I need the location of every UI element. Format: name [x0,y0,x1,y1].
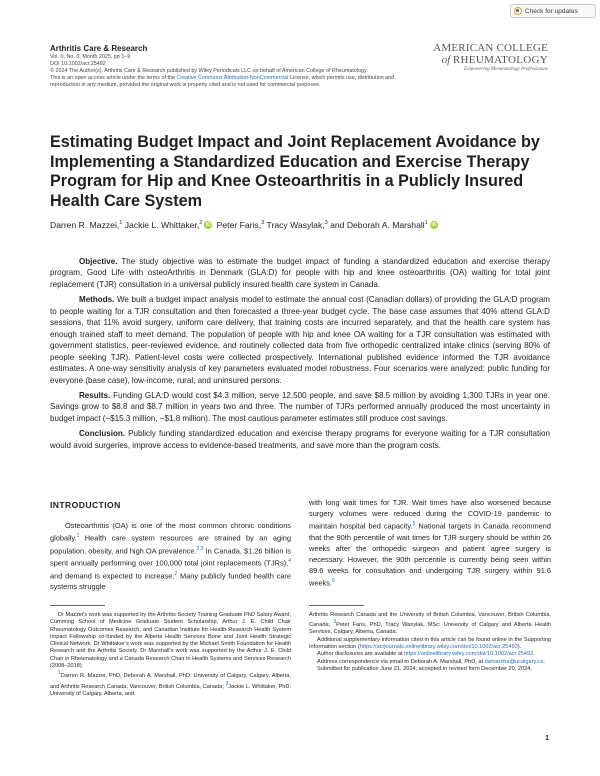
author: Darren R. Mazzei,$^1$ [50,220,123,230]
license-line-2: reproduction in any medium, provided the original work is properly cited and is not used for commercial purposes. [50,82,321,88]
abstract-objective: Objective. The study objective was to estimate the budget impact of funding a standardized education and exercise therapy program, Good Life with osteoArthritis in Denmark (GLA:D) for people with hip and knee osteoarthritis (OA) waiting for total joint replacement (TJR) consultation in a universal publicly insured health care system in Canada. [50,257,550,289]
check-for-updates-button[interactable] [510,4,596,18]
acr-logo: AMERICAN COLLEGE of RHEUMATOLOGY Empowering Rheumatology Professionals [433,42,548,72]
license-line: This is an open access article under the terms of the Creative Commons Attribution-NonCommercial License, which permits use, distribution and [50,75,395,81]
abstract-results: Results. Funding GLA:D would cost $4.3 million, serve 12,500 people, and save $8.5 million by avoiding 1,300 TJRs in year one. Savings grow to $8.8 and $8.7 million in years two and three. The number of TJRs performed annually produced the most uncertainty in budget impact (−$15.3 million, −$1.8 million). The most cautious parameter estimates still produce cost savings. [50,390,550,423]
correspondence-email-link[interactable]: damarsha@ucalgary.ca [484,658,544,665]
journal-volume: Vol. 0, No. 0, Month 2025, pp 1–9 [50,54,131,60]
crossmark-icon [514,7,522,15]
citation-link[interactable]: 4 [288,558,291,565]
author: and Deborah A. Marshall$^1$ [330,220,428,230]
intro-left-column: Osteoarthritis (OA) is one of the most common chronic conditions globally.$^1$ Health care system resources are strained by an aging population, obesity, and high OA prevalence.$^{2,3}$ In Canada, $1.26 billion is spent annually performing over 100,000 total joint replacements (TJRs),$^4$ and demand is expected to increase.$^2$ Many publicly funded health care systems struggle [50,521,292,592]
author-list [50,220,440,230]
license-link[interactable]: Creative Commons Attribution-NonCommercial [176,75,289,81]
author: Peter Faris,$^3$ [216,220,265,230]
citation-link[interactable]: 1 [76,533,80,540]
journal-doi: DOI 10.1002/acr.25492 [50,61,106,67]
citation-link[interactable]: 5 [412,521,416,528]
disclosures-link[interactable]: https://onlinelibrary.wiley.com/doi/10.1002/acr.25492 [404,651,534,658]
intro-right-column: with long wait times for TJR. Wait times have also worsened because surgery volumes were reduced during the COVID-19 pandemic to maintain hospital bed capacity.$^5$ National targets in Canada recommend that the 90th percentile of wait times for TJR surgery should be within 26 weeks after the orthopedic surgeon and patient agree surgery is necessary. However, the 90th percentile is currently being seen within 89.6 weeks for consultation and undergoing TJR surgery within 91.6 weeks.$^6$ [309,498,551,588]
citation-link[interactable]: 2,3 [196,545,204,552]
orcid-icon[interactable]: iD [431,222,437,228]
page-number: 1 [545,735,549,742]
funding-footnote: Dr Mazzei's work was supported by the Arthritis Society Training Graduate PhD Salary Award, Cumming School of Medicine Graduate Student Scholarship, Arthur J. E. Child Chair Rheumatology Outcomes Research, and Canadian Institute for Health Research Health System Impact Fellowship co-funded by the Alberta Health Services Bone and Joint Health Strategic Clinical Network. Dr Whittaker's work was supported by the Michael Smith Foundation for Health Research and the Arthritis Society. Dr Marshall's work was supported by the Arthur J. E. Child Chair in Rheumatology and a Canada Research Chair in Health Systems and Services Research (2008–2018). $^1$Darren R. Mazzei, PhD, Deborah A. Marshall, PhD: University of Calgary, Calgary, Alberta, and Arthritis Research Canada, Vancouver, British Columbia, Canada; $^2$Jackie L. Whittaker, PhD: University of Calgary, Alberta, and [50,612,291,697]
author: Tracy Wasylak,$^3$ [266,220,328,230]
supporting-info-link[interactable]: https://acrjournals.onlinelibrary.wiley.com/doi/10.1002/acr.25492 [359,644,518,651]
abstract-methods: Methods. We built a budget impact analysis model to estimate the annual cost (Canadian dollars) of providing the GLA:D program to people waiting for a TJR consultation and then forecasted a three-year budget cycle. The base case assumes that 40% attend GLA:D sessions, that 11% avoid surgery, uniform care delivery, that training costs are incurred separately, and that the health care system has enough trained staff to meet demand. The population of people with hip and knee OA waiting for a TJR consultation was estimated with government statistics, peer-reviewed evidence, and routinely collected data from five orthopedic centralized intake clinics (serving 80% of people seeking TJR). Patient-level costs were collected prospectively. International published evidence informed the TJR avoidance estimates. A one-way sensitivity analysis of key parameters evaluated model robustness. Four scenarios were analyzed: public funding for everyone (base case), low-income, rural, and uninsured persons. [50,295,550,385]
author: Jackie L. Whittaker,$^2$ [124,220,203,230]
copyright-line: © 2024 The Author(s). Arthritis Care & Research published by Wiley Periodicals LLC on behalf of American College of Rheumatology. [50,68,368,74]
orcid-icon[interactable]: iD [205,222,211,228]
citation-link[interactable]: 2 [174,570,178,577]
check-for-updates-label: Check for updates [525,7,578,15]
abstract-conclusion: Conclusion. Publicly funding standardized education and exercise therapy programs for everyone waiting for a TJR consultation would avoid surgeries, improve access to evidence-based treatments, and save more than the program costs. [50,429,550,450]
article-title: Estimating Budget Impact and Joint Replacement Avoidance by Implementing a Standardized Education and Exercise Therapy Program for Hip and Knee Osteoarthritis in a Publicly Insured Health Care System [50,133,540,210]
footnote-divider [50,605,105,606]
journal-name: Arthritis Care & Research [50,44,148,53]
affiliation-footnote: Arthritis Research Canada and the University of British Columbia, Vancouver, British Columbia, Canada; $^3$Peter Faris, PhD, Tracy Wasylak, MSc: University of Calgary and Alberta Health Services, Calgary, Alberta, Canada. Additional supplementary information cited in this article can be found online in the Supporting Information section (https://acrjournals.onlinelibrary.wiley.com/doi/10.1002/acr.25492). Author disclosures are available at https://onlinelibrary.wiley.com/doi/10.1002/acr.25492. Address correspondence via email to Deborah A. Marshall, PhD, at damarsha@ucalgary.ca. Submitted for publication June 21, 2024; accepted in revised form December 20, 2024. [309,612,551,672]
citation-link[interactable]: 6 [332,577,335,584]
abstract [50,256,550,455]
section-heading-introduction: INTRODUCTION [50,500,121,510]
footnote-divider [309,605,364,606]
